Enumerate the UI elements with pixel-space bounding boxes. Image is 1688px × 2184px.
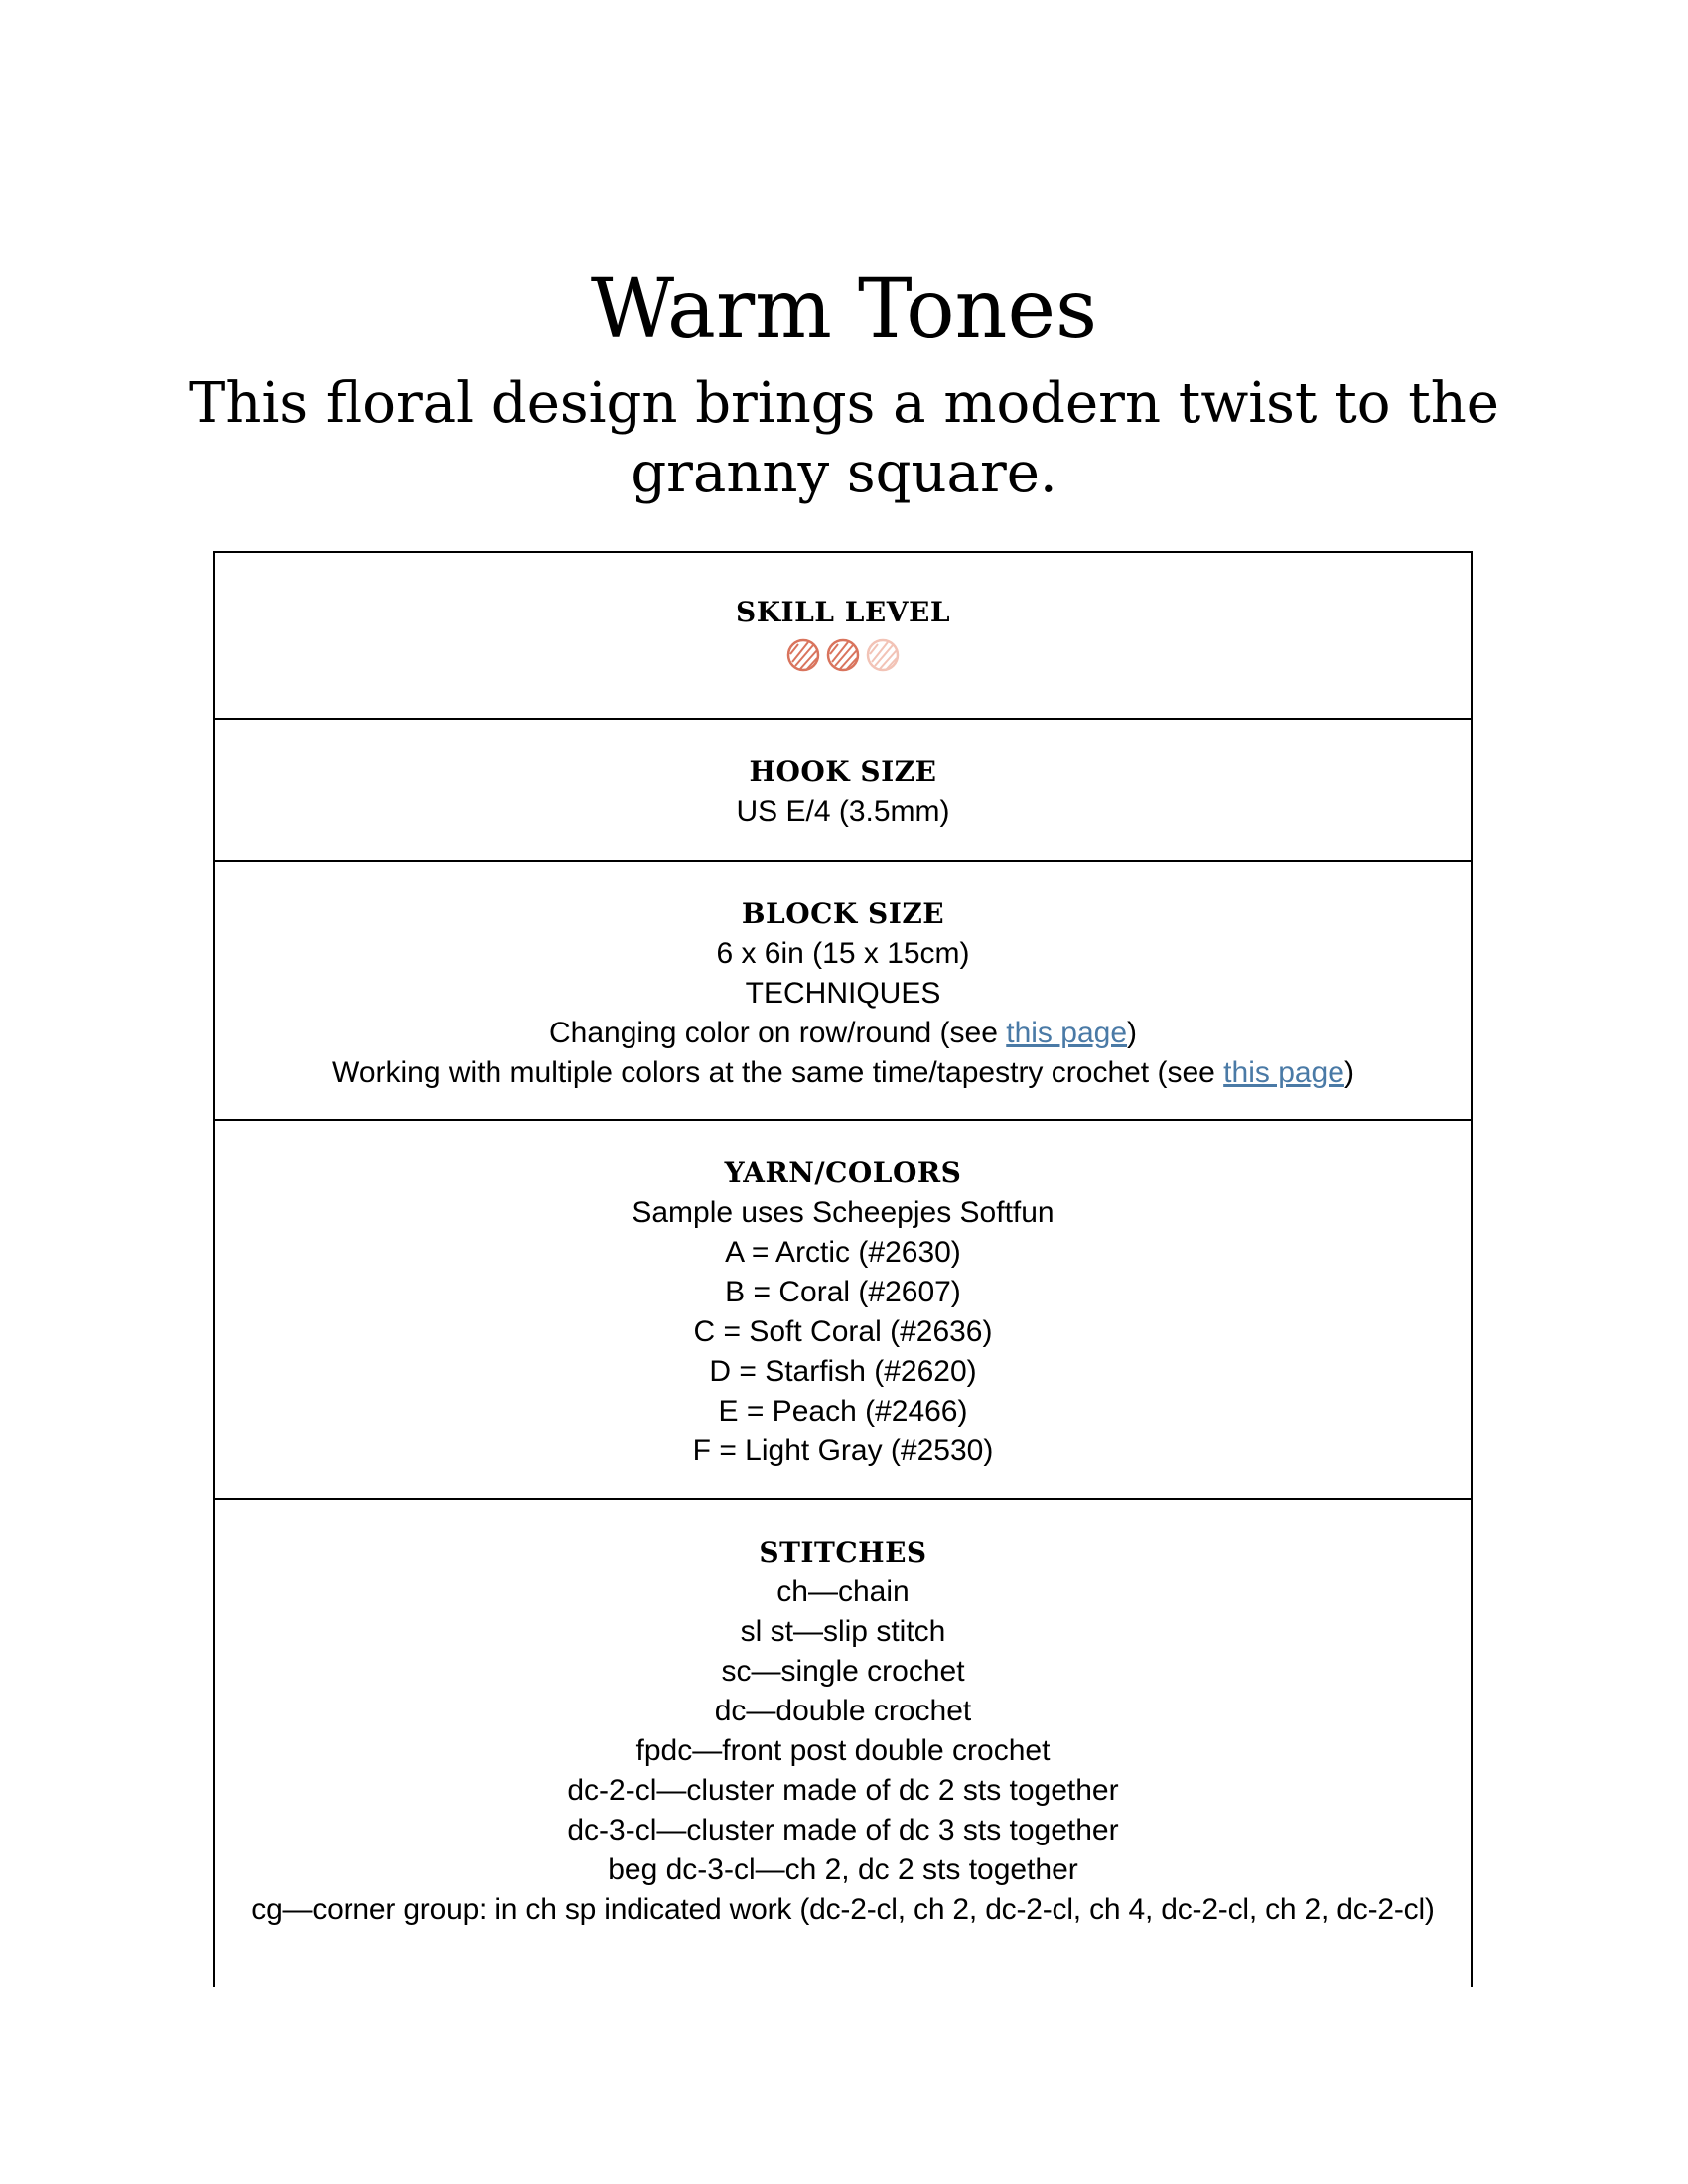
- stitch-item: dc-3-cl—cluster made of dc 3 sts together: [567, 1814, 1119, 1846]
- yarn-ball-icon-filled: [826, 638, 860, 672]
- stitches-heading: STITCHES: [759, 1536, 927, 1569]
- block-size-heading: BLOCK SIZE: [741, 897, 945, 930]
- technique-text: Changing color on row/round (see: [548, 1017, 1007, 1049]
- pattern-info-table: [213, 551, 1473, 1987]
- skill-level-rating: [215, 638, 1471, 672]
- yarn-color-line: E = Peach (#2466): [718, 1395, 968, 1428]
- stitch-item: dc-2-cl—cluster made of dc 2 sts together: [567, 1774, 1119, 1807]
- stitch-item: cg—corner group: in ch sp indicated work (dc-2-cl, ch 2, dc-2-cl, ch 4, dc-2-cl, ch 2, dc-2-cl): [251, 1893, 1435, 1926]
- yarn-sample-line: Sample uses Scheepjes Softfun: [632, 1196, 1055, 1229]
- yarn-color-line: B = Coral (#2607): [725, 1276, 961, 1308]
- hook-size-value: US E/4 (3.5mm): [736, 795, 950, 828]
- yarn-ball-icon-filled: [786, 638, 820, 672]
- block-size-value: 6 x 6in (15 x 15cm): [716, 937, 970, 970]
- yarn-color-line: D = Starfish (#2620): [709, 1355, 977, 1388]
- techniques-label: TECHNIQUES: [745, 977, 941, 1010]
- stitch-item: beg dc-3-cl—ch 2, dc 2 sts together: [608, 1853, 1078, 1886]
- yarn-color-line: A = Arctic (#2630): [725, 1236, 961, 1269]
- hook-size-heading: HOOK SIZE: [749, 755, 937, 788]
- hook-size-cell: [215, 718, 1471, 862]
- technique-close-paren: ): [1127, 1017, 1138, 1049]
- technique-text: Working with multiple colors at the same time/tapestry crochet (see: [332, 1056, 1224, 1089]
- technique-item-color-change: [215, 1014, 1471, 1053]
- stitch-item: dc—double crochet: [714, 1695, 972, 1727]
- this-page-link[interactable]: this page: [1006, 1017, 1128, 1049]
- page-subtitle: This floral design brings a modern twist to the granny square.: [189, 371, 1499, 505]
- this-page-link[interactable]: this page: [1223, 1056, 1344, 1089]
- block-size-cell: [215, 860, 1471, 1121]
- skill-level-cell: [215, 553, 1471, 720]
- yarn-ball-icon-empty: [866, 638, 900, 672]
- technique-item-tapestry: [215, 1053, 1471, 1093]
- stitch-item: fpdc—front post double crochet: [635, 1734, 1051, 1767]
- technique-close-paren: ): [1343, 1056, 1354, 1089]
- yarn-colors-cell: [215, 1119, 1471, 1500]
- yarn-color-line: C = Soft Coral (#2636): [693, 1315, 993, 1348]
- yarn-color-line: F = Light Gray (#2530): [692, 1434, 994, 1467]
- stitch-item: ch—chain: [776, 1575, 910, 1608]
- yarn-colors-heading: YARN/COLORS: [724, 1157, 962, 1189]
- stitch-item: sl st—slip stitch: [740, 1615, 946, 1648]
- page-title: Warm Tones: [590, 262, 1098, 356]
- stitch-item: sc—single crochet: [721, 1655, 965, 1688]
- skill-level-heading: SKILL LEVEL: [735, 596, 951, 628]
- stitches-cell: [215, 1498, 1471, 1987]
